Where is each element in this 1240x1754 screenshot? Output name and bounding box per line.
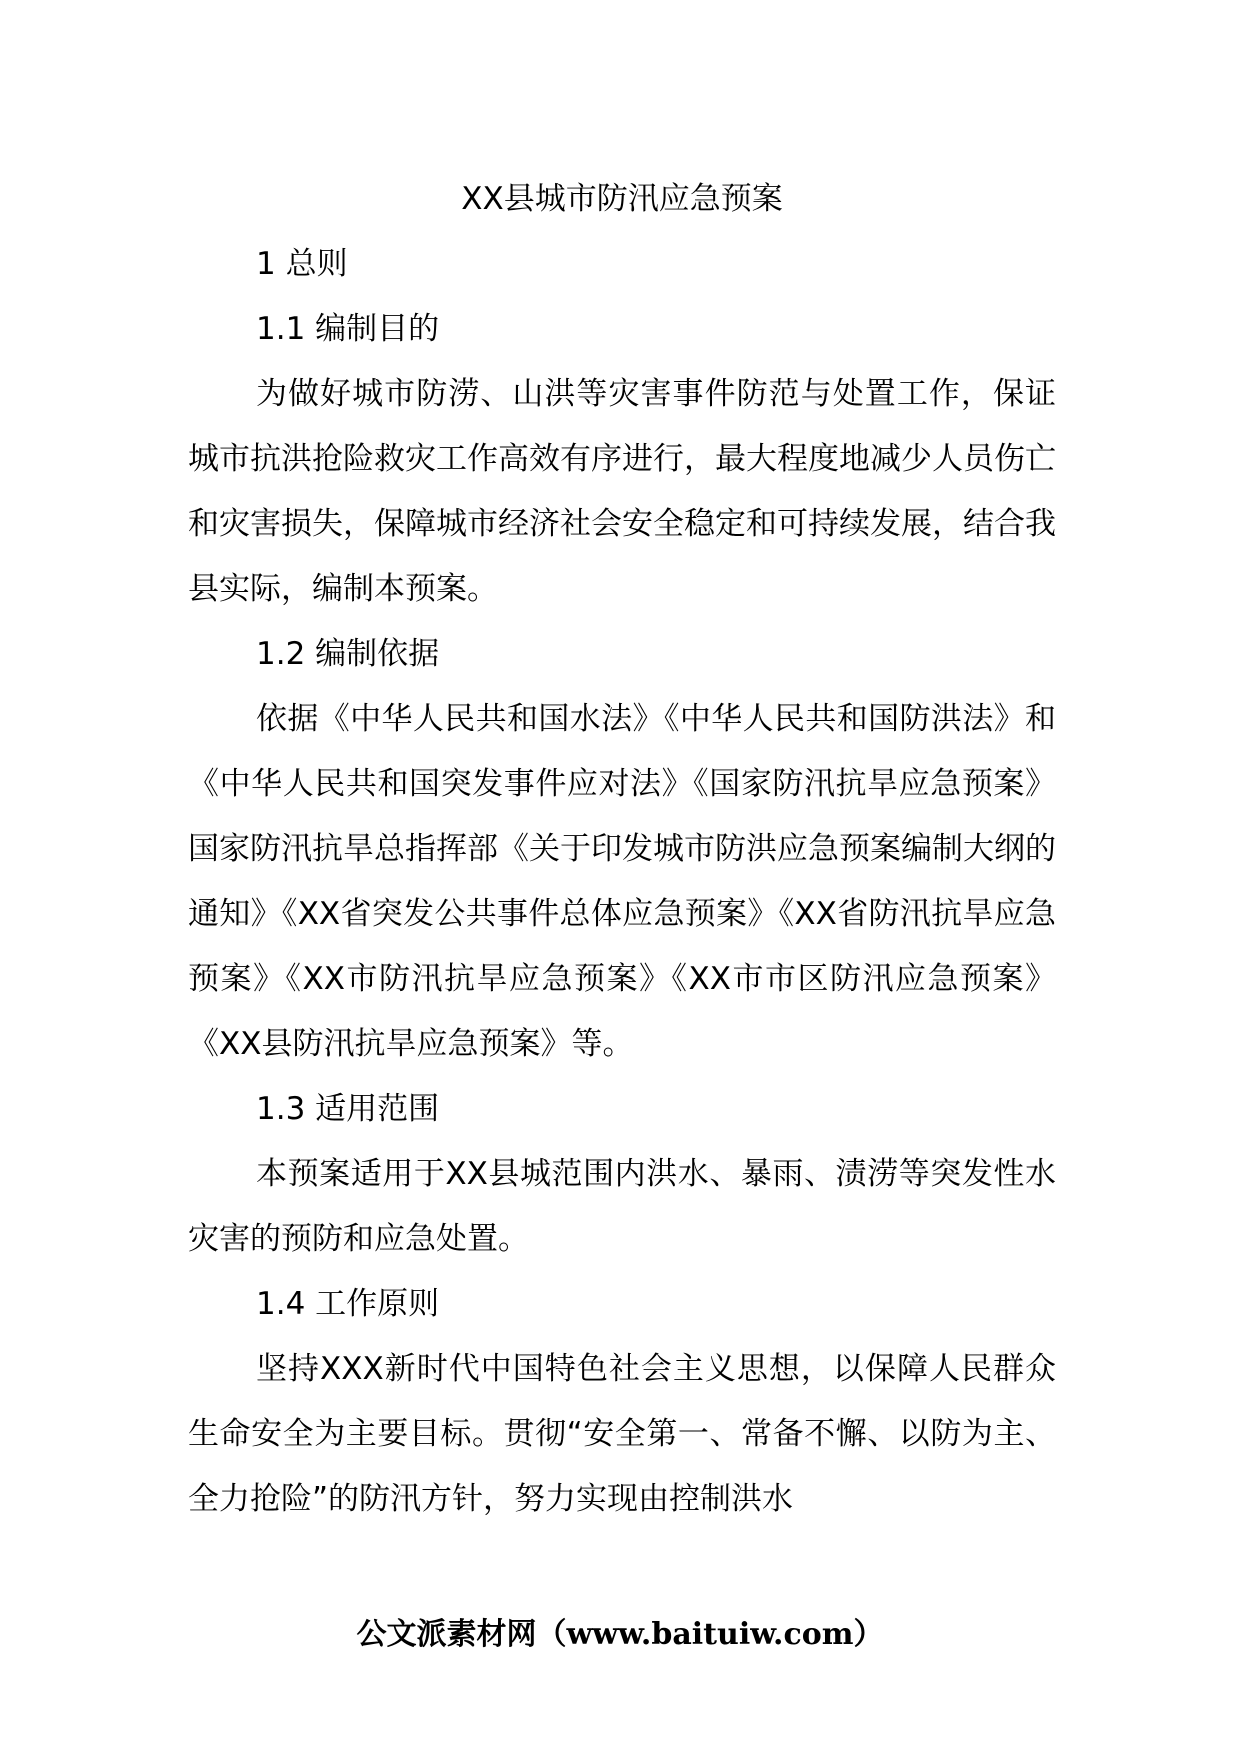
paragraph-1-2: 依据《中华人民共和国水法》《中华人民共和国防洪法》和《中华人民共和国突发事件应对法》《国家防汛抗旱应急预案》国家防汛抗旱总指挥部《关于印发城市防洪应急预案编制大纲的通知》《XX省突发公共事件总体应急预案》《XX省防汛抗旱应急预案》《XX市防汛抗旱应急预案》《XX市市区防汛应急预案》《XX县防汛抗旱应急预案》等。 bbox=[188, 701, 1056, 1062]
footer-watermark: 公文派素材网（www.baituiw.com） bbox=[356, 1617, 884, 1652]
document-title: XX县城市防汛应急预案 bbox=[461, 181, 783, 217]
section-heading-1: 1 总则 bbox=[256, 246, 348, 282]
section-heading-1-4: 1.4 工作原则 bbox=[256, 1286, 440, 1322]
paragraph-1-3: 本预案适用于XX县城范围内洪水、暴雨、渍涝等突发性水灾害的预防和应急处置。 bbox=[188, 1156, 1056, 1257]
section-heading-1-1: 1.1 编制目的 bbox=[256, 311, 440, 347]
paragraph-1-1: 为做好城市防涝、山洪等灾害事件防范与处置工作，保证城市抗洪抢险救灾工作高效有序进行，最大程度地减少人员伤亡和灾害损失，保障城市经济社会安全稳定和可持续发展，结合我县实际，编制本预案。 bbox=[188, 376, 1056, 607]
paragraph-1-4: 坚持XXX新时代中国特色社会主义思想，以保障人民群众生命安全为主要目标。贯彻“安全第一、常备不懈、以防为主、全力抢险”的防汛方针，努力实现由控制洪水 bbox=[188, 1351, 1056, 1517]
document-body bbox=[188, 166, 1056, 1532]
section-heading-1-2: 1.2 编制依据 bbox=[256, 636, 440, 672]
section-heading-1-3: 1.3 适用范围 bbox=[256, 1091, 440, 1127]
